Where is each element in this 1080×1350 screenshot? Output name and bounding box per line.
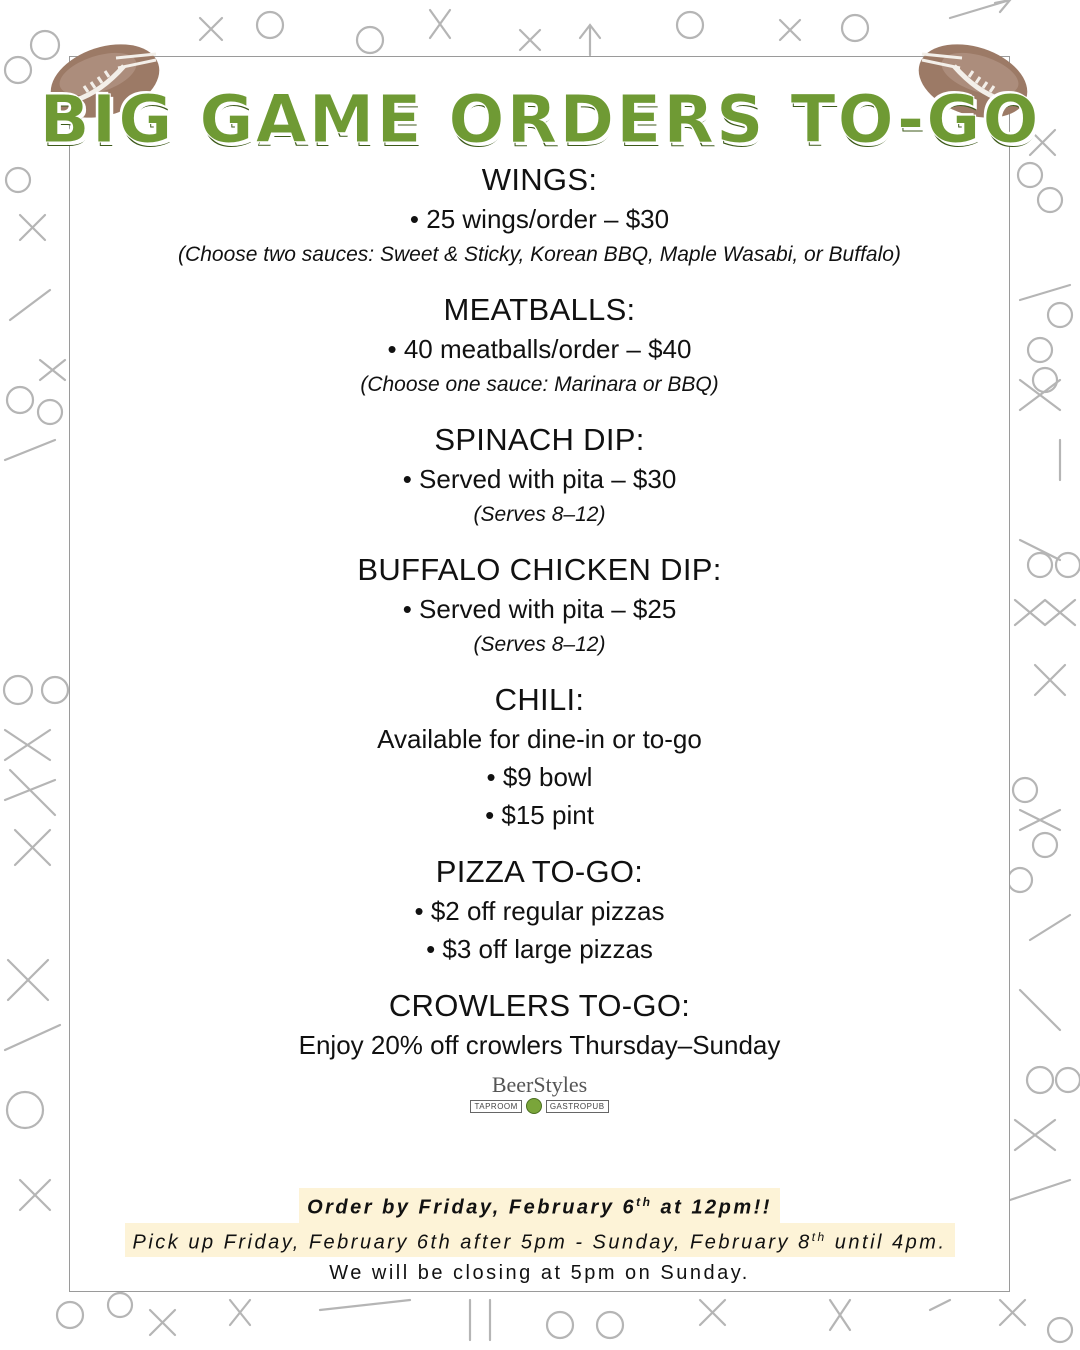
logo-left-text: TAPROOM — [470, 1100, 521, 1113]
section-heading: MEATBALLS: — [443, 292, 636, 327]
logo-name: BeerStyles — [491, 1072, 588, 1097]
menu-line: Enjoy 20% off crowlers Thursday–Sunday — [298, 1030, 781, 1060]
section-heading: CHILI: — [494, 682, 585, 717]
menu-note: (Serves 8–12) — [473, 503, 606, 526]
section-heading: PIZZA TO-GO: — [435, 854, 644, 889]
footer-notice — [69, 1188, 1010, 1289]
section-meatballs — [69, 290, 1010, 402]
menu-line: • 40 meatballs/order – $40 — [387, 334, 692, 364]
menu-line: Available for dine-in or to-go — [377, 724, 702, 754]
menu-note: (Choose one sauce: Marinara or BBQ) — [360, 373, 719, 396]
menu-line: • 25 wings/order – $30 — [409, 204, 670, 234]
hop-icon — [526, 1098, 542, 1114]
menu-note: (Choose two sauces: Sweet & Sticky, Korean BBQ, Maple Wasabi, or Buffalo) — [178, 243, 901, 266]
pickup-window: Pick up Friday, February 6th after 5pm - Sunday, February 8th until 4pm. — [125, 1223, 955, 1258]
order-deadline: Order by Friday, February 6th at 12pm!! — [299, 1188, 780, 1223]
section-heading: SPINACH DIP: — [434, 422, 645, 457]
section-heading: WINGS: — [481, 162, 598, 197]
section-crowlers — [69, 986, 1010, 1064]
menu-line: • $9 bowl — [486, 762, 593, 792]
section-chili — [69, 680, 1010, 834]
section-heading: BUFFALO CHICKEN DIP: — [357, 552, 722, 587]
page-title: BIG GAME ORDERS TO-GO — [39, 81, 1041, 158]
section-heading: CROWLERS TO-GO: — [388, 988, 691, 1023]
section-wings — [69, 160, 1010, 272]
brand-logo — [470, 1072, 610, 1114]
menu-line: • $2 off regular pizzas — [414, 896, 665, 926]
menu-line: • $3 off large pizzas — [426, 934, 653, 964]
menu-line: • Served with pita – $25 — [402, 594, 677, 624]
section-pizza — [69, 852, 1010, 968]
section-buffalo-chicken-dip — [69, 550, 1010, 662]
menu-line: • $15 pint — [485, 800, 594, 830]
section-spinach-dip — [69, 420, 1010, 532]
menu-list — [69, 160, 1010, 1114]
menu-line: • Served with pita – $30 — [402, 464, 677, 494]
logo-right-text: GASTROPUB — [546, 1100, 609, 1113]
closing-note: We will be closing at 5pm on Sunday. — [329, 1262, 750, 1285]
menu-note: (Serves 8–12) — [473, 633, 606, 656]
